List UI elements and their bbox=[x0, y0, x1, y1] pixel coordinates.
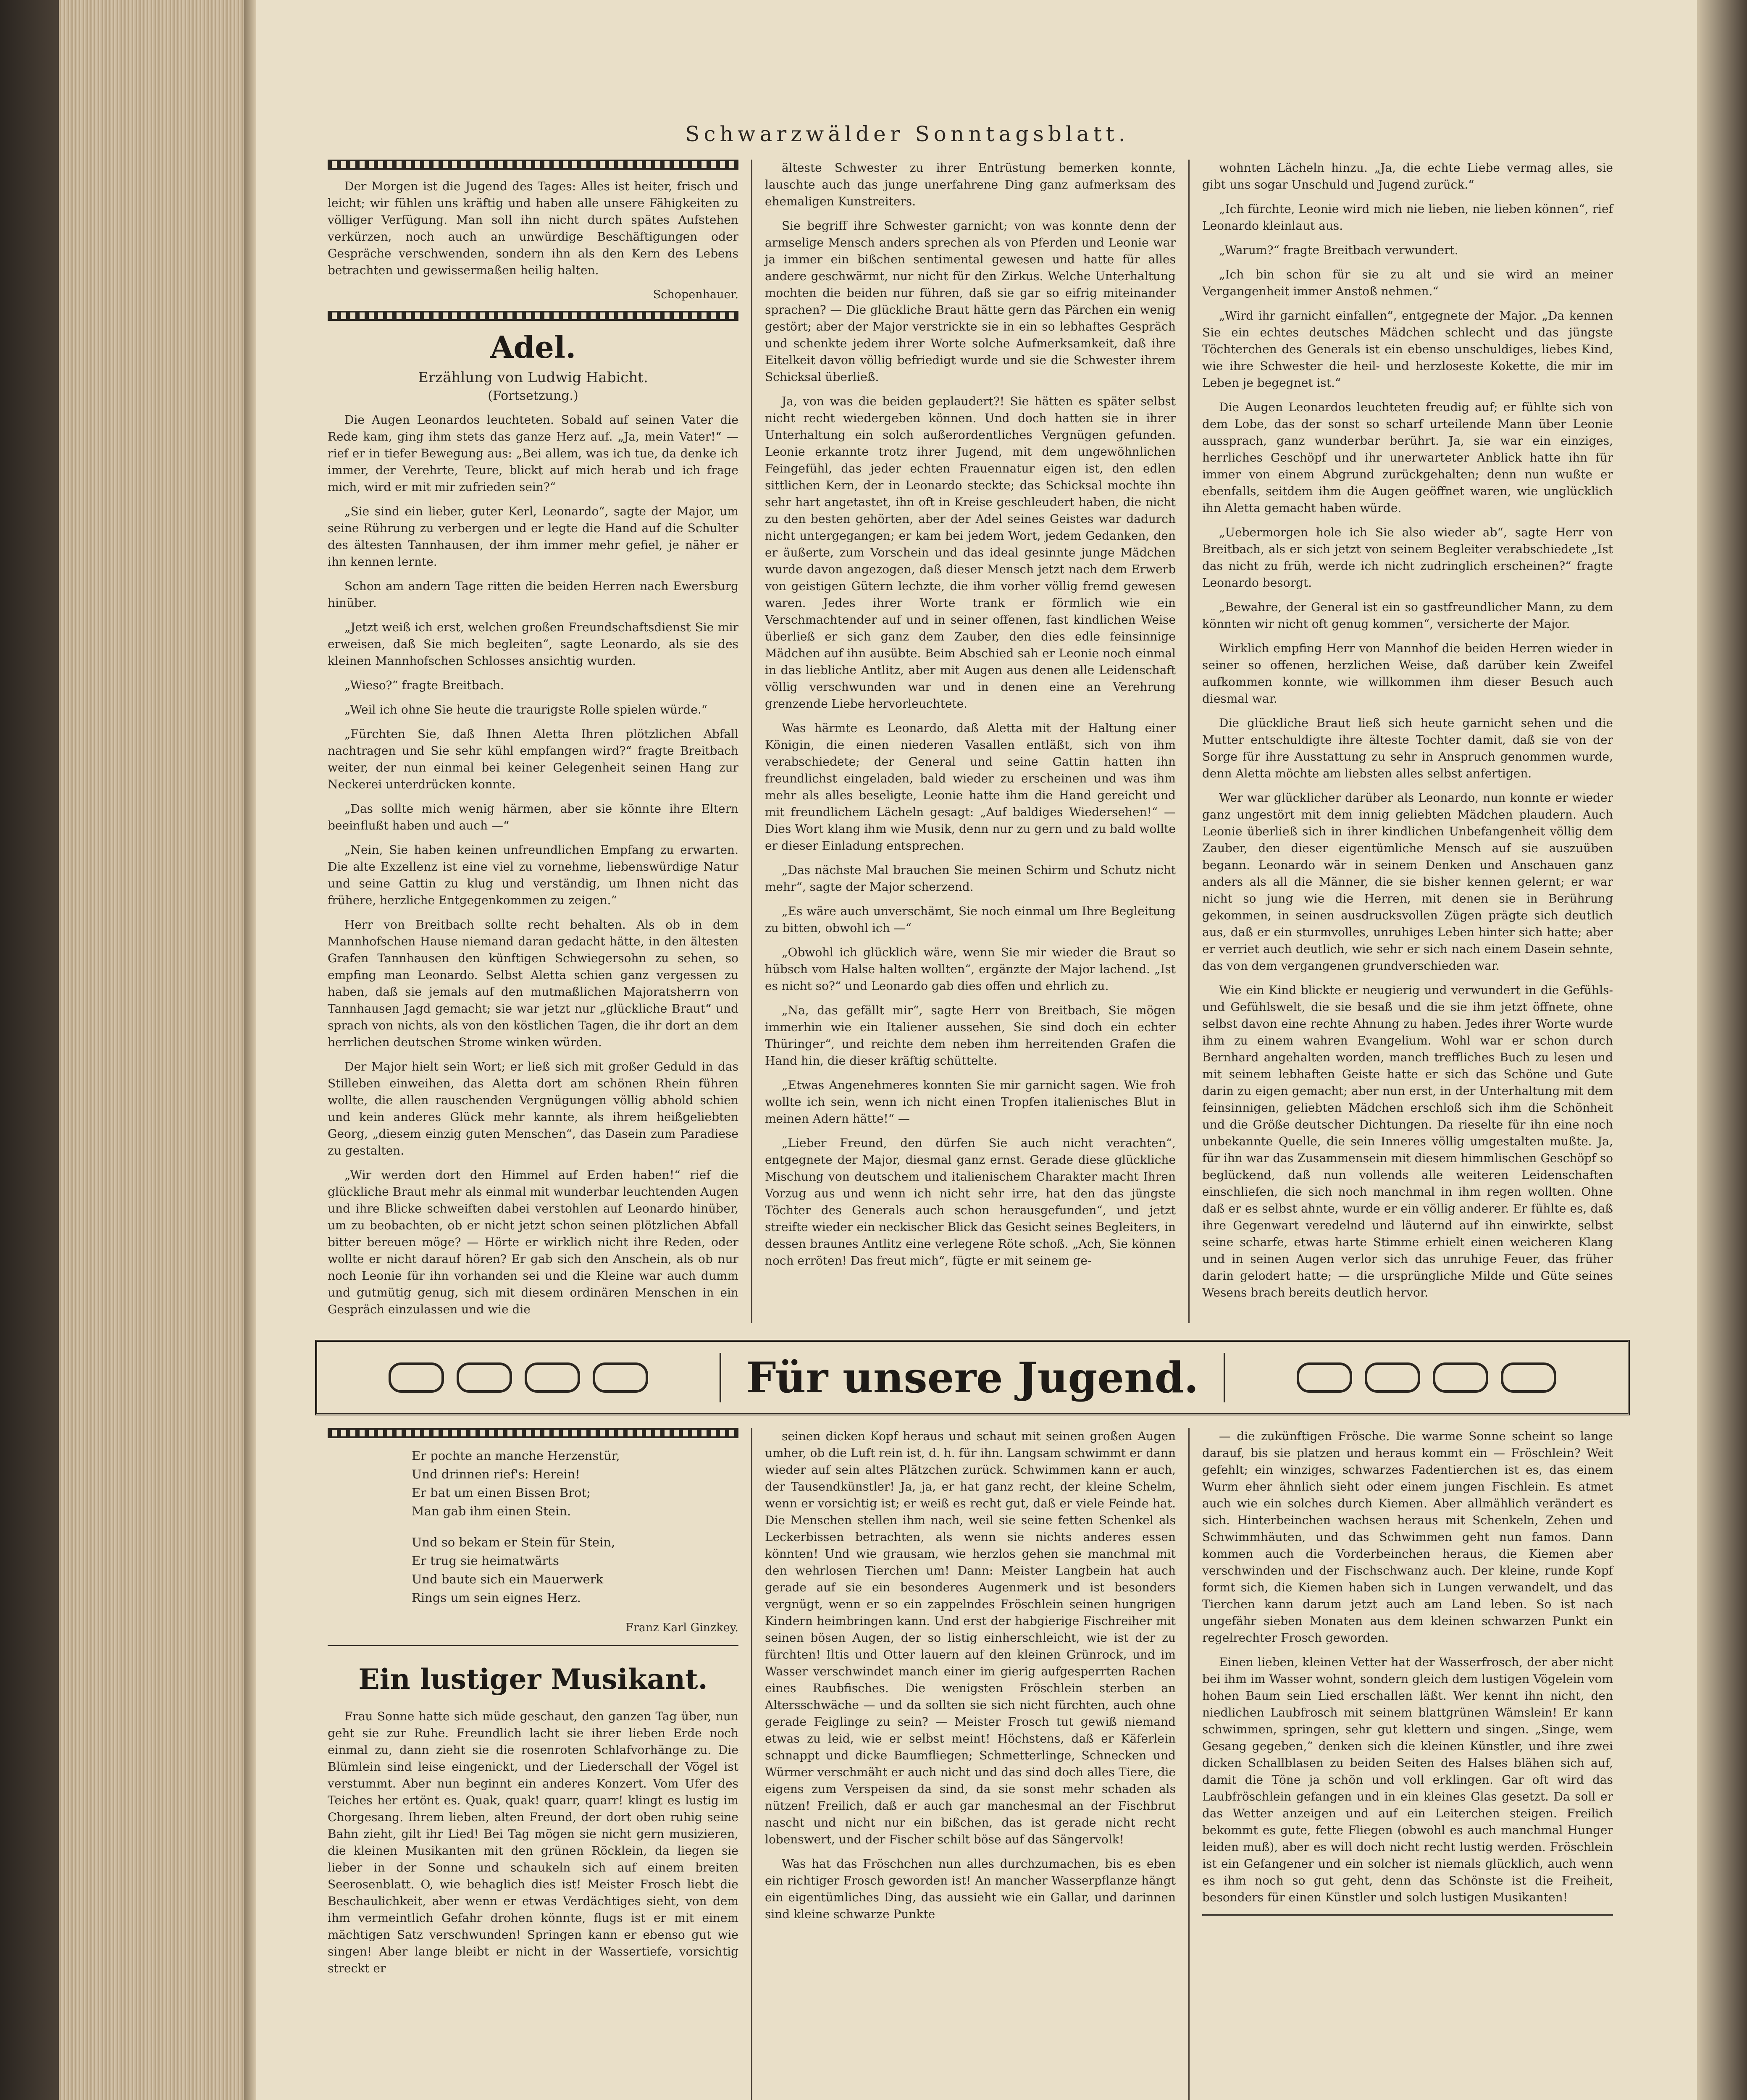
paragraph: „Fürchten Sie, daß Ihnen Aletta Ihren plötzlichen Abfall nachtragen und Sie sehr kühl empfangen wird?“ fragte Breitbach weiter, der nun einmal bei keiner Gelegenheit seinen Hang zur Neckerei unterdrücken konnte. bbox=[328, 727, 738, 791]
paragraph: Was härmte es Leonardo, daß Aletta mit der Haltung einer Königin, die einen niederen Vasallen entläßt, sich von ihm verabschiedete; der General und seine Gattin hatten ihn freundlichst eingeladen, bald wieder zu erscheinen und was ihm mehr als alles beseligte, Leonie hatte ihm die Hand gereicht und mit freundlichem Lächeln gesagt: „Auf baldiges Wiedersehen!“ — Dies Wort klang ihm wie Musik, denn nur zu gern und zu bald wollte er dieser Einladung entsprechen. bbox=[765, 721, 1176, 853]
paragraph: Ja, von was die beiden geplaudert?! Sie hätten es später selbst nicht recht wiedergeben können. Und doch hatten sie in ihrer Unterhaltung ein solch außerordentliches Vergnügen gefunden. Leonie erkannte trotz ihrer Jugend, mit dem ungewöhnlichen Feingefühl, das jeder echten Frauennatur eigen ist, den edlen sittlichen Kern, der in Leonardo steckte; das Schicksal mochte ihn sehr hart angetastet, ihn oft in Kreise geschleudert haben, die nicht zu den besten gehörten, aber der Adel seines Geistes war dadurch nicht untergegangen; er kam bei jedem Wort, jedem Gedanken, den er äußerte, zum Vorschein und das ideal gesinnte junge Mädchen wurde davon angezogen, daß dieser Mensch jetzt nach dem Erwerb von geistigen Gütern lechzte, die ihm vorher völlig fremd gewesen waren. Jedes ihrer Worte trank er förmlich wie ein Verschmachtender auf und in seiner offenen, fast kindlichen Weise überließ er sich ganz dem Zauber, den dies edle feinsinnige Mädchen auf ihn ausübte. Beim Abschied sah er Leonie noch einmal in das liebliche Antlitz, aber mit Augen aus denen alle Leidenschaft völlig verschwunden war und in denen eine an Verehrung grenzende Liebe hervorleuchtete. bbox=[765, 394, 1176, 711]
poem-line: Und drinnen rief's: Herein! bbox=[412, 1467, 580, 1481]
paragraph: „Bewahre, der General ist ein so gastfreundlicher Mann, zu dem könnten wir nicht oft genug kommen“, versicherte der Major. bbox=[1202, 600, 1613, 631]
paragraph: „Warum?“ fragte Breitbach verwundert. bbox=[1219, 243, 1458, 257]
ornamental-rule bbox=[328, 311, 738, 321]
paragraph: Wirklich empfing Herr von Mannhof die beiden Herren wieder in seiner so offenen, herzlichen Weise, daß darüber kein Zweifel aufkommen konnte, wie willkommen ihm dieser Besuch auch diesmal war. bbox=[1202, 641, 1613, 706]
banner-title: Für unsere Jugend. bbox=[720, 1353, 1226, 1402]
paragraph: Die glückliche Braut ließ sich heute garnicht sehen und die Mutter entschuldigte ihre älteste Tochter damit, daß sie von der Sorge für ihre Ausstattung zu sehr in Anspruch genommen wurde, denn Aletta möchte am liebsten alles selbst anfertigen. bbox=[1202, 716, 1613, 780]
facing-page-edge bbox=[1697, 0, 1747, 2100]
story-title: Adel. bbox=[490, 329, 576, 365]
paragraph: „Ich fürchte, Leonie wird mich nie lieben, nie lieben können“, rief Leonardo kleinlaut aus. bbox=[1202, 202, 1613, 233]
paragraph: „Weil ich ohne Sie heute die traurigste Rolle spielen würde.“ bbox=[344, 703, 708, 717]
poem-line: Er trug sie heimatwärts bbox=[412, 1554, 559, 1568]
masthead: Schwarzwälder Sonntagsblatt. bbox=[685, 122, 1130, 146]
paragraph: Schon am andern Tage ritten die beiden Herren nach Ewersburg hinüber. bbox=[328, 579, 738, 610]
paragraph: Frau Sonne hatte sich müde geschaut, den ganzen Tag über, nun geht sie zur Ruhe. Freundlich lacht sie ihrer lieben Erde noch einmal zu, dann zieht sie die rosenroten Schlafvorhänge zu. Die Blümlein sind leise eingenickt, und der Liederschall der Vögel ist verstummt. Aber nun beginnt ein anderes Konzert. Vom Ufer des Teiches her ertönt es. Quak, quak! quarr, quarr! klingt es lustig im Chorgesang. Ihrem lieben, alten Freund, der dort oben ruhig seine Bahn zieht, gilt ihr Lied! Bei Tag mögen sie nicht gern musizieren, die kleinen Musikanten mit den grünen Röcklein, da liegen sie lieber in der Sonne und schaukeln sich auf einem breiten Seerosenblatt. O, wie behaglich dies ist! Meister Frosch liebt die Beschaulichkeit, aber wenn er etwas Verdächtiges sieht, von dem ihm vermeintlich Gefahr drohen könnte, flugs ist er mit einem mächtigen Satz verschwunden! Springen kann er ebenso gut wie singen! Aber lange bleibt er nicht in der Wassertiefe, vorsichtig streckt er bbox=[328, 1709, 738, 1975]
book-cover-edge bbox=[0, 0, 59, 2100]
paragraph: „Sie sind ein lieber, guter Kerl, Leonardo“, sagte der Major, um seine Rührung zu verbergen und er legte die Hand auf die Schulter des ältesten Tannhausen, der ihm immer mehr gefiel, je näher er ihn kennen lernte. bbox=[328, 504, 738, 569]
paragraph: Wer war glücklicher darüber als Leonardo, nun konnte er wieder ganz ungestört mit dem innig geliebten Mädchen plaudern. Auch Leonie überließ sich in ihrer kindlichen Unbefangenheit völlig dem Zauber, den dieser eigentümliche Mensch auf sie auszuüben begann. Leonardo wär in seinem Denken und Anschauen ganz anders als all die Männer, die sie bisher kennen gelernt; er war nicht so jung wie die Herren, mit denen sie in Berührung gekommen, in seinen ausdrucksvollen Zügen prägte sich deutlich aus, daß er ein sturmvolles, unruhiges Leben hinter sich hatte; aber er verriet auch deutlich, wie sehr er sich nach einem Dasein sehnte, das von dem vergangenen grundverschieden war. bbox=[1202, 791, 1613, 973]
poem-line: Und so bekam er Stein für Stein, bbox=[412, 1535, 615, 1549]
paragraph: wohnten Lächeln hinzu. „Ja, die echte Liebe vermag alles, sie gibt uns sogar Unschuld und Jugend zurück.“ bbox=[1202, 161, 1613, 192]
ornament-left bbox=[317, 1361, 720, 1394]
binding-gutter bbox=[244, 0, 256, 2100]
ornamental-rule bbox=[328, 160, 738, 170]
top-column-3 bbox=[1190, 160, 1626, 1323]
poem-line: Er pochte an manche Herzenstür, bbox=[412, 1449, 620, 1463]
bottom-column-3 bbox=[1190, 1428, 1626, 2100]
story-subtitle: Erzählung von Ludwig Habicht. bbox=[418, 369, 648, 386]
paragraph: Die Augen Leonardos leuchteten freudig auf; er fühlte sich von dem Lobe, das der sonst so scharf urteilende Mann über Leonie aussprach, ganz wunderbar berührt. Ja, sie war ein einziges, herrliches Geschöpf und ihr unerwarteter Anblick hatte ihn für immer von einem Abgrund zurückgehalten; denn nun wußte er ebenfalls, seitdem ihm die Augen geöffnet waren, wie unglücklich ihn Aletta gemacht haben würde. bbox=[1202, 400, 1613, 515]
newspaper-page bbox=[256, 0, 1697, 2100]
paragraph: Der Major hielt sein Wort; er ließ sich mit großer Geduld in das Stilleben einweihen, das Aletta dort am schönen Rhein führen wollte, die allen rauschenden Vergnügungen völlig abhold schien und kein anderes Glück mehr kannte, als ihrem heißgeliebten Georg, „diesem einzig guten Menschen“, das Dasein zum Paradiese zu gestalten. bbox=[328, 1060, 738, 1158]
bottom-column-2 bbox=[752, 1428, 1190, 2100]
paragraph: Wie ein Kind blickte er neugierig und verwundert in die Gefühls- und Gefühlswelt, die sie besaß und die sie ihm jetzt öffnete, ohne selbst davon eine rechte Ahnung zu haben. Jedes ihrer Worte wurde ihm zu einem wahren Evangelium. Wohl war er schon durch Bernhard angehalten worden, manch treffliches Buch zu lesen und mit seinem lebhaften Geiste hatte er sich das Schöne und Gute darin zu eigen gemacht; aber nun erst, in der Unterhaltung mit dem feinsinnigen, geliebten Mädchen erschloß sich ihm die Schönheit und die Größe deutscher Dichtungen. Da rieselte für ihn eine noch unbekannte Quelle, die sein Inneres völlig umgestalten mußte. Ja, für ihn war das Zusammensein mit diesem himmlischen Geschöpf so beglückend, daß nun vollends alle weiteren Leidenschaften einschliefen, die sich noch manchmal in ihm regen wollten. Ohne daß er es selbst ahnte, wurde er ein völlig anderer. Er fühlte es, daß ihre Gegenwart veredelnd und läuternd auf ihn einwirkte, selbst seine scharfe, etwas harte Stimme erhielt einen weicheren Klang und in seinen Augen verlor sich das unruhige Feuer, das früher darin gelodert hatte; — die ursprüngliche Milde und Güte seines Wesens brach bereits deutlich hervor. bbox=[1202, 983, 1613, 1299]
paragraph: „Es wäre auch unverschämt, Sie noch einmal um Ihre Begleitung zu bitten, obwohl ich —“ bbox=[765, 904, 1176, 935]
quote-text: Der Morgen ist die Jugend des Tages: Alles ist heiter, frisch und leicht; wir fühlen uns kräftig und haben alle unsere Fähigkeiten zu völliger Verfügung. Man soll ihn nicht durch spätes Aufstehen verkürzen, noch auch an unwürdige Beschäftigungen oder Gespräche verschwenden, sondern ihn als den Kern des Lebens betrachten und gewissermaßen heilig halten. bbox=[328, 179, 738, 277]
paragraph: „Etwas Angenehmeres konnten Sie mir garnicht sagen. Wie froh wollte ich sein, wenn ich nicht einen Tropfen italienisches Blut in meinen Adern hätte!“ — bbox=[765, 1078, 1176, 1126]
poem-line: Und baute sich ein Mauerwerk bbox=[412, 1572, 604, 1586]
poem-stanza bbox=[412, 1533, 738, 1607]
paragraph: „Obwohl ich glücklich wäre, wenn Sie mir wieder die Braut so hübsch vom Halse halten wollten“, ergänzte der Major lachend. „Ist es nicht so?“ und Leonardo gab dies offen und ehrlich zu. bbox=[765, 945, 1176, 993]
quote-author: Schopenhauer. bbox=[653, 288, 738, 301]
page-stack bbox=[59, 0, 244, 2100]
paragraph: Einen lieben, kleinen Vetter hat der Wasserfrosch, der aber nicht bei ihm im Wasser wohnt, sondern gleich dem lustigen Vögelein vom hohen Baum sein Lied erschallen läßt. Wer kennt ihn nicht, den niedlichen Laubfrosch mit seinem blattgrünen Wämslein! Er kann schwimmen, springen, sehr gut klettern und singen. „Singe, wem Gesang gegeben,“ denken sich die kleinen Künstler, und ihre zwei dicken Schallblasen zu beiden Seiten des Halses blähen sich auf, damit die Töne ja schön und voll erklingen. Gar oft wird das Laubfröschlein gefangen und in ein kleines Glas gesetzt. Da soll er das Wetter anzeigen und auf ein Leiterchen steigen. Freilich bekommt es gute, fette Fliegen (obwohl es auch manchmal Hunger leiden muß), aber es will doch nicht recht lustig werden. Fröschlein ist ein Gefangener und ein solcher ist niemals glücklich, auch wenn es ihm noch so gut geht, denn das Schönste ist die Freiheit, besonders für einen Künstler und solch lustigen Musikanten! bbox=[1202, 1655, 1613, 1904]
story-continuation: (Fortsetzung.) bbox=[488, 388, 578, 403]
end-rule bbox=[1202, 1914, 1613, 1916]
paragraph: Herr von Breitbach sollte recht behalten. Als ob in dem Mannhofschen Hause niemand daran gedacht hätte, in den ältesten Grafen Tannhausen den künftigen Schwiegersohn zu sehen, so empfing man Leonardo. Selbst Aletta schien ganz vergessen zu haben, daß sie jemals auf den mutmaßlichen Majoratsherrn von Tannhausen Jagd gemacht; sie war jetzt nur „glückliche Braut“ und sprach von nichts, als von den köstlichen Tagen, die ihr dort an dem herrlichen deutschen Strome winken würden. bbox=[328, 918, 738, 1049]
paragraph: „Na, das gefällt mir“, sagte Herr von Breitbach, Sie mögen immerhin wie ein Italiener aussehen, Sie sind doch ein echter Thüringer“, und reichte dem neben ihm herreitenden Grafen die Hand hin, die dieser kräftig schüttelte. bbox=[765, 1003, 1176, 1068]
paragraph: „Wir werden dort den Himmel auf Erden haben!“ rief die glückliche Braut mehr als einmal mit wunderbar leuchtenden Augen und ihre Blicke schweiften dabei verstohlen auf Leonardo hinüber, um zu beobachten, ob er nicht jetzt schon seinen plötzlichen Abfall bitter bereuen möge? — Hörte er wirklich nicht ihre Reden, oder wollte er nicht darauf hören? Er gab sich den Anschein, als ob nur noch Leonie für ihn vorhanden sei und die Kleine war auch dumm und gutmütig genug, sich mit diesem ordinären Menschen in ein Gespräch einzulassen und wie die bbox=[328, 1168, 738, 1316]
paragraph: „Das sollte mich wenig härmen, aber sie könnte ihre Eltern beeinflußt haben und auch —“ bbox=[328, 802, 738, 832]
paragraph: „Lieber Freund, den dürfen Sie auch nicht verachten“, entgegnete der Major, diesmal ganz ernst. Gerade diese glückliche Mischung von deutschem und italienischem Charakter macht Ihren Vorzug aus und wenn ich nicht sehr irre, hat den das jüngste Töchter des Generals auch schon herausgefunden“, und jetzt streifte wieder ein neckischer Blick das Gesicht seines Begleiters, in dessen braunes Antlitz eine verlegene Röte schoß. „Ach, Sie können noch erröten! Das freut mich“, fügte er mit seinem ge- bbox=[765, 1136, 1176, 1268]
ornament-right bbox=[1225, 1361, 1628, 1394]
bottom-column-1 bbox=[315, 1428, 752, 2100]
story-title: Ein lustiger Musikant. bbox=[358, 1663, 708, 1696]
paragraph: — die zukünftigen Frösche. Die warme Sonne scheint so lange darauf, bis sie platzen und heraus kommt ein — Fröschlein? Weit gefehlt; ein winziges, schwarzes Fadentierchen ist es, das einem Wurm eher ähnlich sieht oder einem jungen Fischlein. Es atmet auch wie ein solches durch Kiemen. Aber allmählich verändert es sich. Hinterbeinchen wachsen heraus mit Schenkeln, Zehen und Schwimmhäuten, und das Schwimmen geht nun famos. Dann kommen auch die Vorderbeinchen heraus, die Kiemen aber verschwinden und der Fischschwanz auch. Der kleine, runde Kopf formt sich, die Kiemen haben sich in Lungen verwandelt, und das Tierchen kann darum jetzt auch am Land leben. So ist nach ungefähr sieben Monaten aus dem kleinen schwarzen Punkt ein regelrechter Frosch geworden. bbox=[1202, 1429, 1613, 1645]
section-banner bbox=[315, 1340, 1630, 1415]
poem-author: Franz Karl Ginzkey. bbox=[625, 1621, 738, 1634]
poem-line: Rings um sein eignes Herz. bbox=[412, 1591, 581, 1605]
top-column-1 bbox=[315, 160, 752, 1323]
paragraph: Die Augen Leonardos leuchteten. Sobald auf seinen Vater die Rede kam, ging ihm stets das ganze Herz auf. „Ja, mein Vater!“ — rief er in tiefer Bewegung aus: „Bei allem, was ich tue, da denke ich immer, der Verehrte, Teure, blickt auf mich herab und ich frage mich, wird er mit mir zufrieden sein?“ bbox=[328, 413, 738, 494]
paragraph: „Jetzt weiß ich erst, welchen großen Freundschaftsdienst Sie mir erweisen, daß Sie mich begleiten“, sagte Leonardo, als sie des kleinen Mannhofschen Schlosses ansichtig wurden. bbox=[328, 620, 738, 668]
paragraph: „Wieso?“ fragte Breitbach. bbox=[344, 678, 504, 692]
paragraph: „Das nächste Mal brauchen Sie meinen Schirm und Schutz nicht mehr“, sagte der Major scherzend. bbox=[765, 863, 1176, 894]
paragraph: seinen dicken Kopf heraus und schaut mit seinen großen Augen umher, ob die Luft rein ist, d. h. für ihn. Langsam schwimmt er dann wieder auf sein altes Plätzchen zurück. Schwimmen kann er auch, der Tausendkünstler! Ja, ja, er hat ganz recht, der kleine Schelm, wenn er vorsichtig ist; er weiß es recht gut, daß er viele Feinde hat. Die Menschen stellen ihm nach, weil sie seine fetten Schenkel als Leckerbissen betrachten, als wenn sie nichts anderes essen könnten! Und wie grausam, wie herzlos gehen sie manchmal mit den wehrlosen Tierchen um! Dann: Meister Langbein hat auch gerade auf sie ein besonderes Augenmerk und ist besonders vergnügt, wenn er so ein zappelndes Fröschlein seinen hungrigen Kindern heimbringen kann. Und erst der habgierige Fischreiher mit seinen bösen Augen, der so listig einherschleicht, wie ist der zu fürchten! Iltis und Otter lauern auf den kleinen Grünrock, und im Wasser verschwindet manch einer im gierig aufgesperrten Rachen eines Raubfisches. Die wenigsten Fröschlein sterben an Altersschwäche — und da sollten sie sich nicht fürchten, auch ohne gerade Feiglinge zu sein? — Meister Frosch tut gewiß niemand etwas zu leid, wie er selbst meint! Höchstens, daß er Käferlein schnappt und dicke Baumfliegen; Schmetterlinge, Schnecken und Würmer verschmäht er auch nicht und das sind doch alles Tiere, die eigens zum Verspeisen da sind, da sie sonst mehr schaden als nützen! Freilich, daß er auch gar manchesmal an der Fischbrut nascht und nicht nur ein bißchen, das ist gerade nicht recht lobenswert, und der Fischer schilt böse auf das Sängervolk! bbox=[765, 1429, 1176, 1846]
paragraph: älteste Schwester zu ihrer Entrüstung bemerken konnte, lauschte auch das junge unerfahrene Ding ganz aufmerksam des ehemaligen Kunstreiters. bbox=[765, 161, 1176, 208]
paragraph: „Uebermorgen hole ich Sie also wieder ab“, sagte Herr von Breitbach, als er sich jetzt von seinem Begleiter verabschiedete „Ist das nicht zu früh, werde ich nicht zudringlich erscheinen?“ fragte Leonardo besorgt. bbox=[1202, 525, 1613, 590]
poem bbox=[412, 1446, 738, 1607]
ornamental-rule bbox=[328, 1428, 738, 1438]
paragraph: „Wird ihr garnicht einfallen“, entgegnete der Major. „Da kennen Sie ein echtes deutsches Mädchen schlecht und das jüngste Töchterchen des Generals ist ein ebenso unschuldiges, liebes Kind, wie ihre Schwester die heil- und herzloseste Kokette, die mir im Leben je begegnet ist.“ bbox=[1202, 309, 1613, 390]
bottom-section bbox=[315, 1428, 1626, 2100]
poem-stanza bbox=[412, 1446, 738, 1520]
divider bbox=[328, 1645, 738, 1646]
top-column-2 bbox=[752, 160, 1190, 1323]
paragraph: „Nein, Sie haben keinen unfreundlichen Empfang zu erwarten. Die alte Exzellenz ist eine viel zu vornehme, liebenswürdige Natur und seine Gattin zu klug und verständig, um Ihnen nicht das frühere, herzliche Entgegenkommen zu zeigen.“ bbox=[328, 843, 738, 907]
paragraph: „Ich bin schon für sie zu alt und sie wird an meiner Vergangenheit immer Anstoß nehmen.“ bbox=[1202, 268, 1613, 298]
poem-line: Man gab ihm einen Stein. bbox=[412, 1504, 571, 1518]
paragraph: Was hat das Fröschchen nun alles durchzumachen, bis es eben ein richtiger Frosch geworden ist! An mancher Wasserpflanze hängt ein eigentümliches Ding, das aussieht wie ein Gallar, und darinnen sind kleine schwarze Punkte bbox=[765, 1857, 1176, 1921]
paragraph: Sie begriff ihre Schwester garnicht; von was konnte denn der armselige Mensch anders sprechen als von Pferden und Leonie war ja immer ein bißchen sentimental gewesen und hatte für alles andere geschwärmt, nur nicht für den Zirkus. Welche Unterhaltung mochten die beiden nur führen, daß sie gar so eifrig miteinander sprachen? — Die glückliche Braut hätte gern das Pärchen ein wenig gestört; aber der Major verstrickte sie in ein so lebhaftes Gespräch und schenkte jedem ihrer Worte solche Aufmerksamkeit, daß ihre Eitelkeit davon völlig befriedigt wurde und sie die Schwester ihrem Schicksal überließ. bbox=[765, 219, 1176, 384]
poem-line: Er bat um einen Bissen Brot; bbox=[412, 1486, 591, 1500]
top-section bbox=[315, 160, 1626, 1323]
